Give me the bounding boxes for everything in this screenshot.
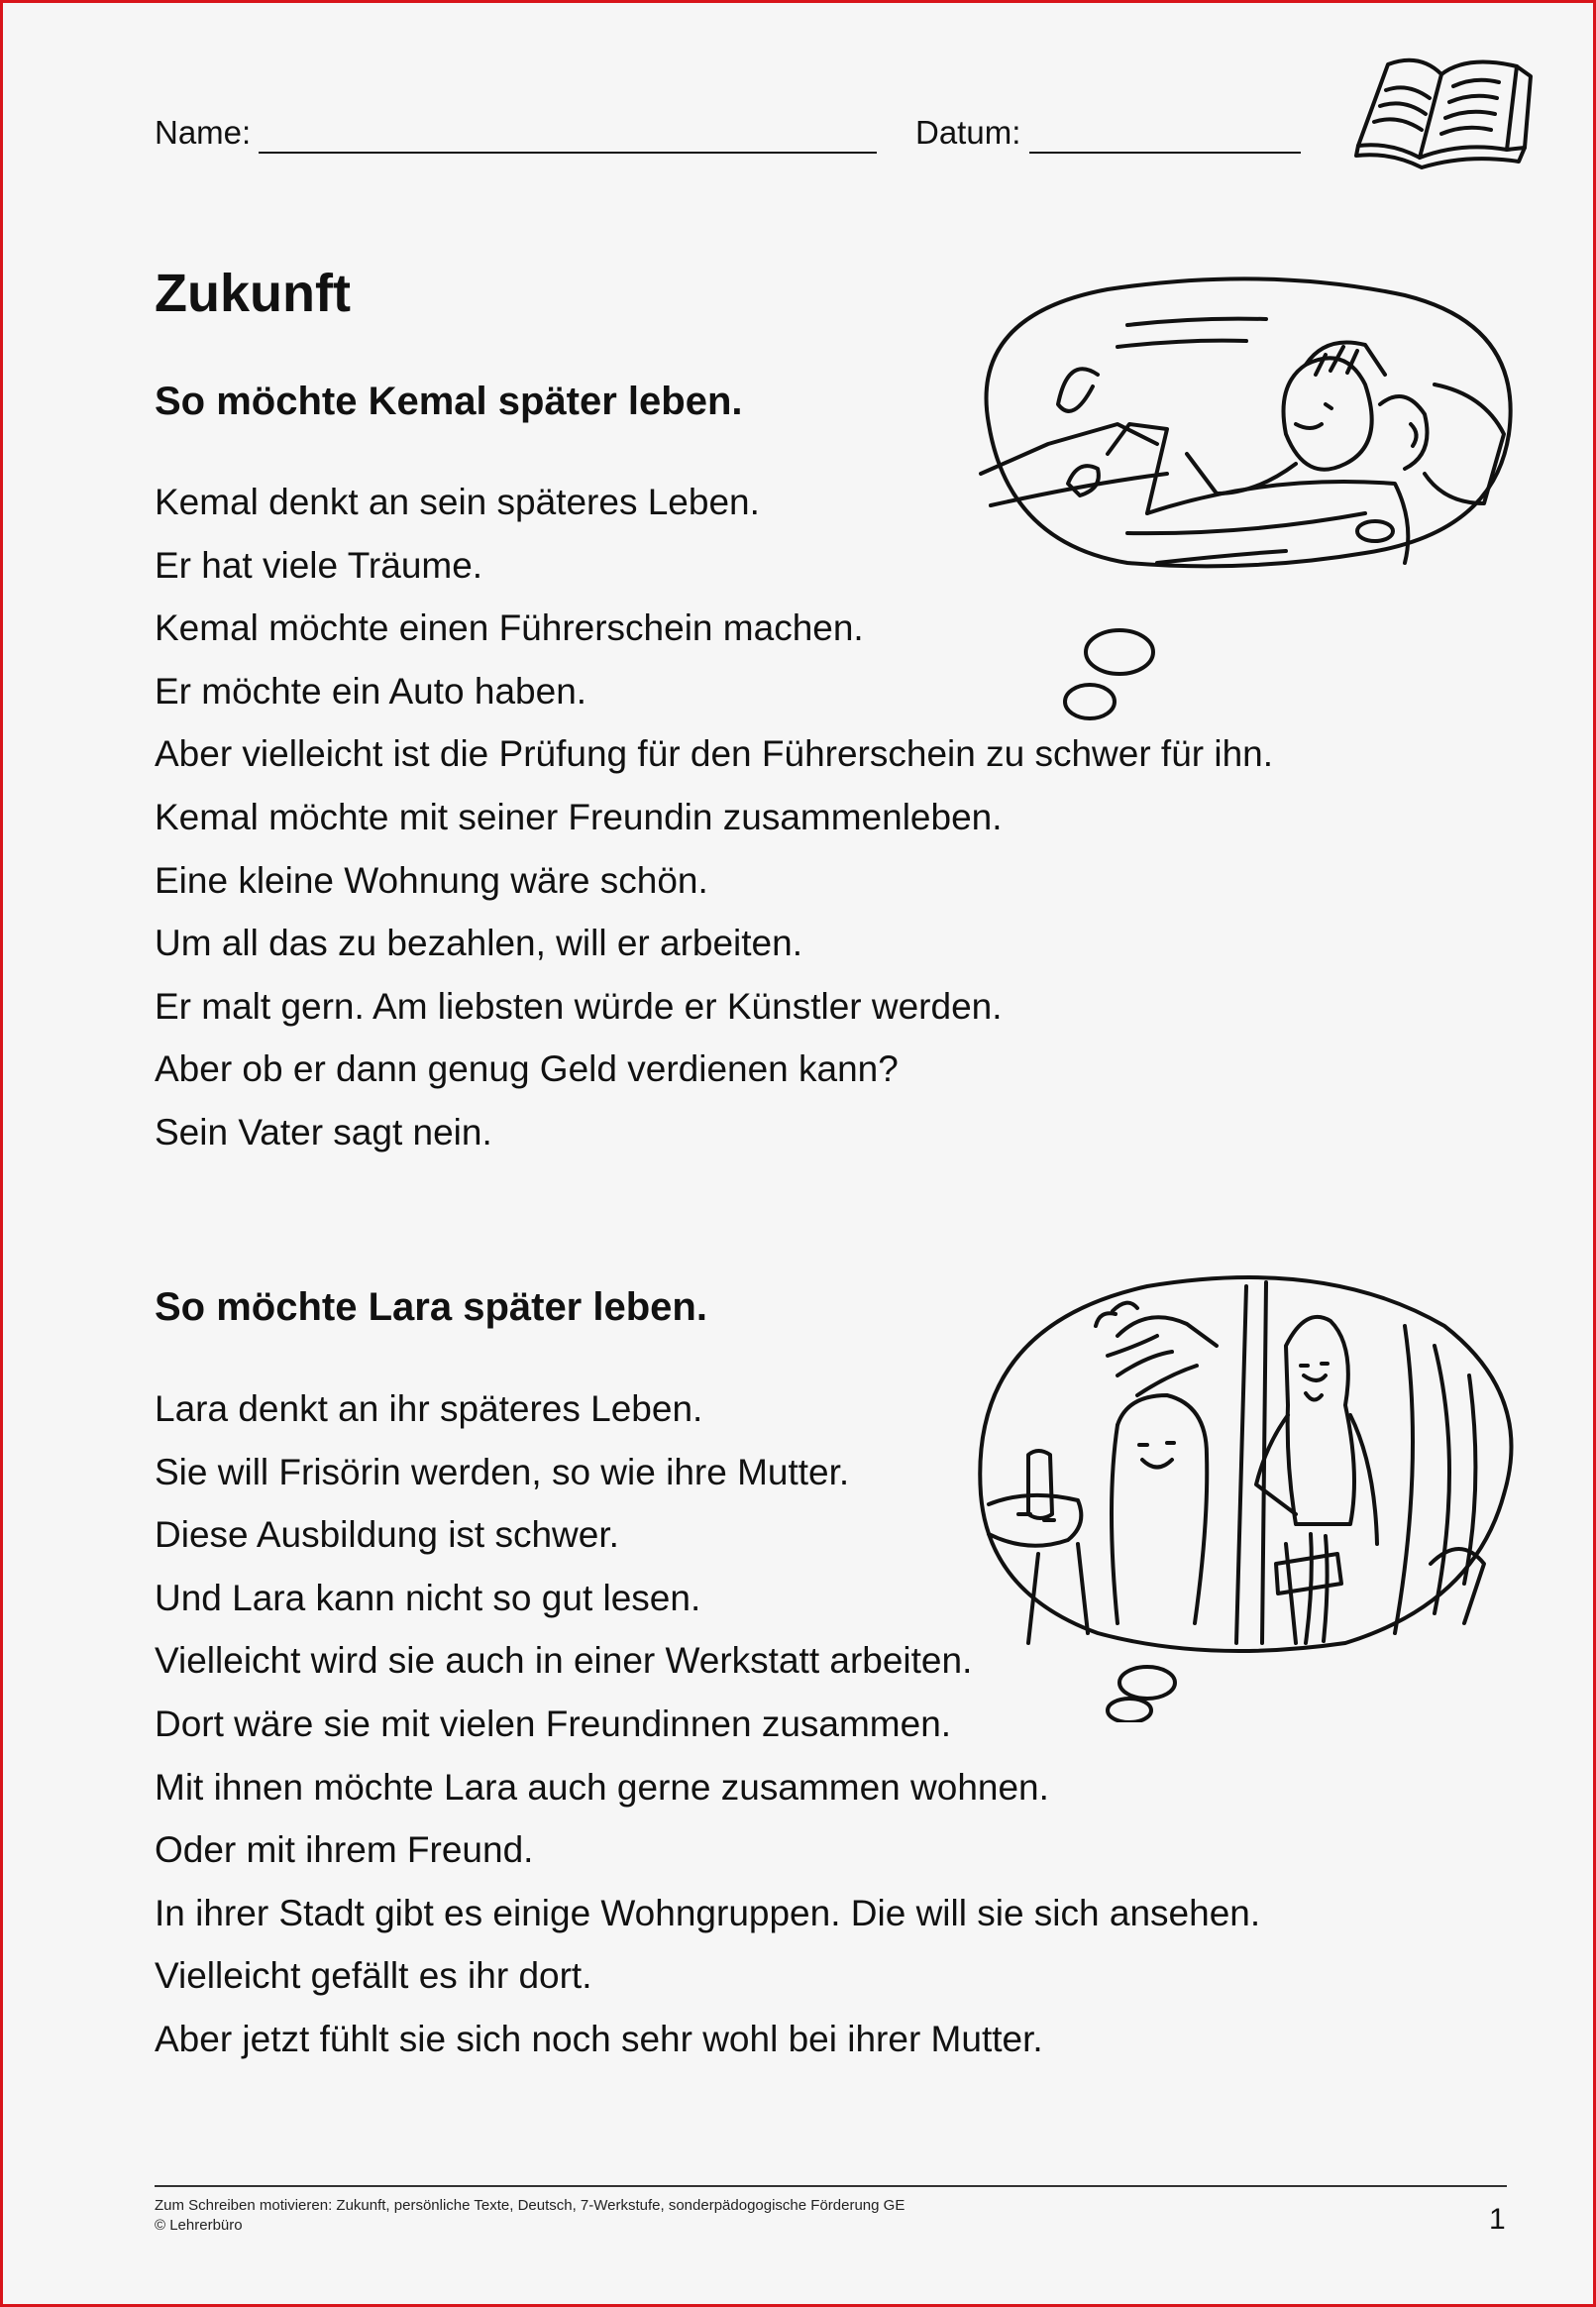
lara-text — [155, 1377, 1260, 2071]
date-field[interactable] — [1029, 152, 1301, 154]
text-line: Aber vielleicht ist die Prüfung für den Führerschein zu schwer für ihn. — [155, 733, 1274, 775]
text-line: Aber ob er dann genug Geld verdienen kann? — [155, 1048, 899, 1090]
text-line: Mit ihnen möchte Lara auch gerne zusammen wohnen. — [155, 1766, 1049, 1808]
lara-heading: So möchte Lara später leben. — [155, 1285, 707, 1329]
kemal-heading: So möchte Kemal später leben. — [155, 380, 743, 423]
open-book-icon — [1350, 55, 1539, 175]
text-line: Vielleicht gefällt es ihr dort. — [155, 1955, 592, 1997]
text-line: Um all das zu bezahlen, will er arbeiten. — [155, 923, 802, 964]
footer-divider — [155, 2185, 1507, 2187]
name-label: Name: — [155, 114, 252, 151]
text-line: Er möchte ein Auto haben. — [155, 670, 587, 712]
footer-source: Zum Schreiben motivieren: Zukunft, persönliche Texte, Deutsch, 7-Werkstufe, sonderpädogogische Förderung GE — [155, 2197, 905, 2214]
footer-copyright: © Lehrerbüro — [155, 2217, 243, 2234]
text-line: Diese Ausbildung ist schwer. — [155, 1514, 619, 1556]
page-number: 1 — [1489, 2203, 1506, 2236]
date-label: Datum: — [915, 114, 1021, 151]
kemal-text — [155, 471, 1273, 1164]
text-line: Kemal möchte einen Führerschein machen. — [155, 607, 864, 649]
text-line: Und Lara kann nicht so gut lesen. — [155, 1577, 701, 1618]
text-line: Er malt gern. Am liebsten würde er Künstler werden. — [155, 985, 1003, 1027]
text-line: Vielleicht wird sie auch in einer Werkstatt arbeiten. — [155, 1640, 973, 1682]
text-line: In ihrer Stadt gibt es einige Wohngruppen. Die will sie sich ansehen. — [155, 1892, 1261, 1933]
text-line: Lara denkt an ihr späteres Leben. — [155, 1388, 703, 1429]
text-line: Kemal denkt an sein späteres Leben. — [155, 482, 760, 522]
text-line: Aber jetzt fühlt sie sich noch sehr wohl bei ihrer Mutter. — [155, 2018, 1043, 2059]
page-title: Zukunft — [155, 264, 351, 323]
text-line: Sein Vater sagt nein. — [155, 1111, 492, 1153]
text-line: Sie will Frisörin werden, so wie ihre Mutter. — [155, 1451, 850, 1492]
text-line: Kemal möchte mit seiner Freundin zusammenleben. — [155, 796, 1003, 837]
text-line: Oder mit ihrem Freund. — [155, 1829, 534, 1871]
name-field[interactable] — [259, 152, 877, 154]
text-line: Eine kleine Wohnung wäre schön. — [155, 859, 708, 901]
footer-credits — [155, 2196, 904, 2236]
text-line: Er hat viele Träume. — [155, 544, 483, 586]
text-line: Dort wäre sie mit vielen Freundinnen zusammen. — [155, 1703, 952, 1744]
